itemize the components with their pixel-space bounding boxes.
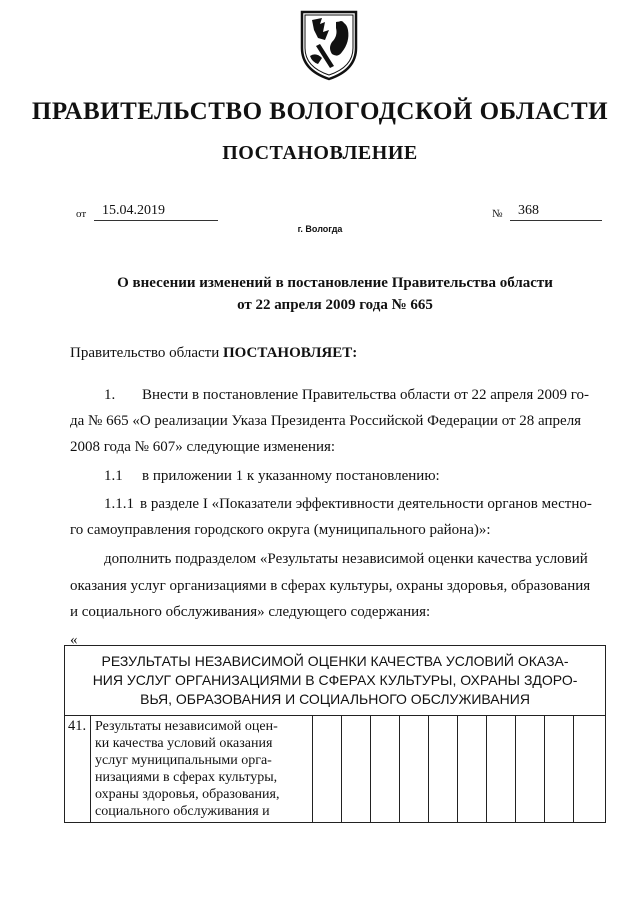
empty-cell (516, 716, 545, 823)
item-1-1-1-line-2: го самоуправления городского округа (муниципального района)»: (70, 522, 491, 538)
addition-line-2: оказания услуг организациями в сферах культуры, охраны здоровья, образования (70, 578, 591, 594)
row-number: 41. (65, 716, 91, 823)
document-heading (70, 272, 600, 316)
desc-line: охраны здоровья, образования, (95, 787, 280, 802)
document-type: ПОСТАНОВЛЕНИЕ (222, 142, 418, 164)
item-1-1-1-number: 1.1.1 (104, 496, 134, 512)
empty-cell (342, 716, 371, 823)
heading-line-1: О внесении изменений в постановление Правительства области (117, 275, 553, 291)
empty-cell (400, 716, 429, 823)
item-1-number: 1. (104, 387, 116, 403)
empty-cell (371, 716, 400, 823)
table-header-row (65, 646, 606, 716)
empty-cell (487, 716, 516, 823)
item-1-1-number: 1.1 (104, 468, 123, 484)
number-label: № (492, 208, 503, 220)
addition-line-1: дополнить подразделом «Результаты независимой оценки качества условий (104, 551, 588, 567)
row-description (91, 716, 313, 823)
intro-text: Правительство области (70, 345, 223, 361)
desc-line: услуг муниципальными орга- (95, 753, 272, 768)
city-label: г. Вологда (297, 224, 343, 234)
quote-open: « (70, 632, 78, 648)
item-1-line-3: 2008 года № 607» следующие изменения: (70, 439, 336, 455)
organization-title: ПРАВИТЕЛЬСТВО ВОЛОГОДСКОЙ ОБЛАСТИ (31, 98, 609, 125)
desc-line: ки качества условий оказания (95, 736, 273, 751)
item-1-1-1-line-1: в разделе I «Показатели эффективности деятельности органов местно- (140, 496, 592, 512)
empty-cell (313, 716, 342, 823)
empty-cell (574, 716, 606, 823)
addition-line-3: и социального обслуживания» следующего содержания: (70, 604, 431, 620)
empty-cell (545, 716, 574, 823)
section-title-line-3: ВЬЯ, ОБРАЗОВАНИЯ И СОЦИАЛЬНОГО ОБСЛУЖИВАНИЯ (140, 691, 530, 707)
heading-line-2: от 22 апреля 2009 года № 665 (237, 297, 433, 313)
results-table (64, 645, 606, 823)
vologda-coat-of-arms-icon (298, 8, 360, 82)
table-section-title (65, 646, 606, 716)
table-row (65, 716, 606, 823)
desc-line: низациями в сферах культуры, (95, 770, 278, 785)
item-1-line-2: да № 665 «О реализации Указа Президента Российской Федерации от 28 апреля (70, 413, 582, 429)
date-label: от (76, 208, 87, 220)
desc-line: социального обслуживания и (95, 804, 270, 819)
document-date: 15.04.2019 (94, 203, 218, 221)
section-title-line-2: НИЯ УСЛУГ ОРГАНИЗАЦИЯМИ В СФЕРАХ КУЛЬТУРЫ, ОХРАНЫ ЗДОРО- (92, 672, 578, 688)
intro-decree-word: ПОСТАНОВЛЯЕТ: (222, 345, 358, 361)
document-number: 368 (510, 203, 602, 221)
item-1-line-1: Внести в постановление Правительства области от 22 апреля 2009 го- (142, 387, 590, 403)
intro-paragraph (70, 340, 357, 366)
empty-cell (429, 716, 458, 823)
empty-cell (458, 716, 487, 823)
section-title-line-1: РЕЗУЛЬТАТЫ НЕЗАВИСИМОЙ ОЦЕНКИ КАЧЕСТВА УСЛОВИЙ ОКАЗА- (101, 653, 569, 669)
desc-line: Результаты независимой оцен- (95, 719, 278, 734)
item-1-1-text: в приложении 1 к указанному постановлению: (142, 468, 440, 484)
